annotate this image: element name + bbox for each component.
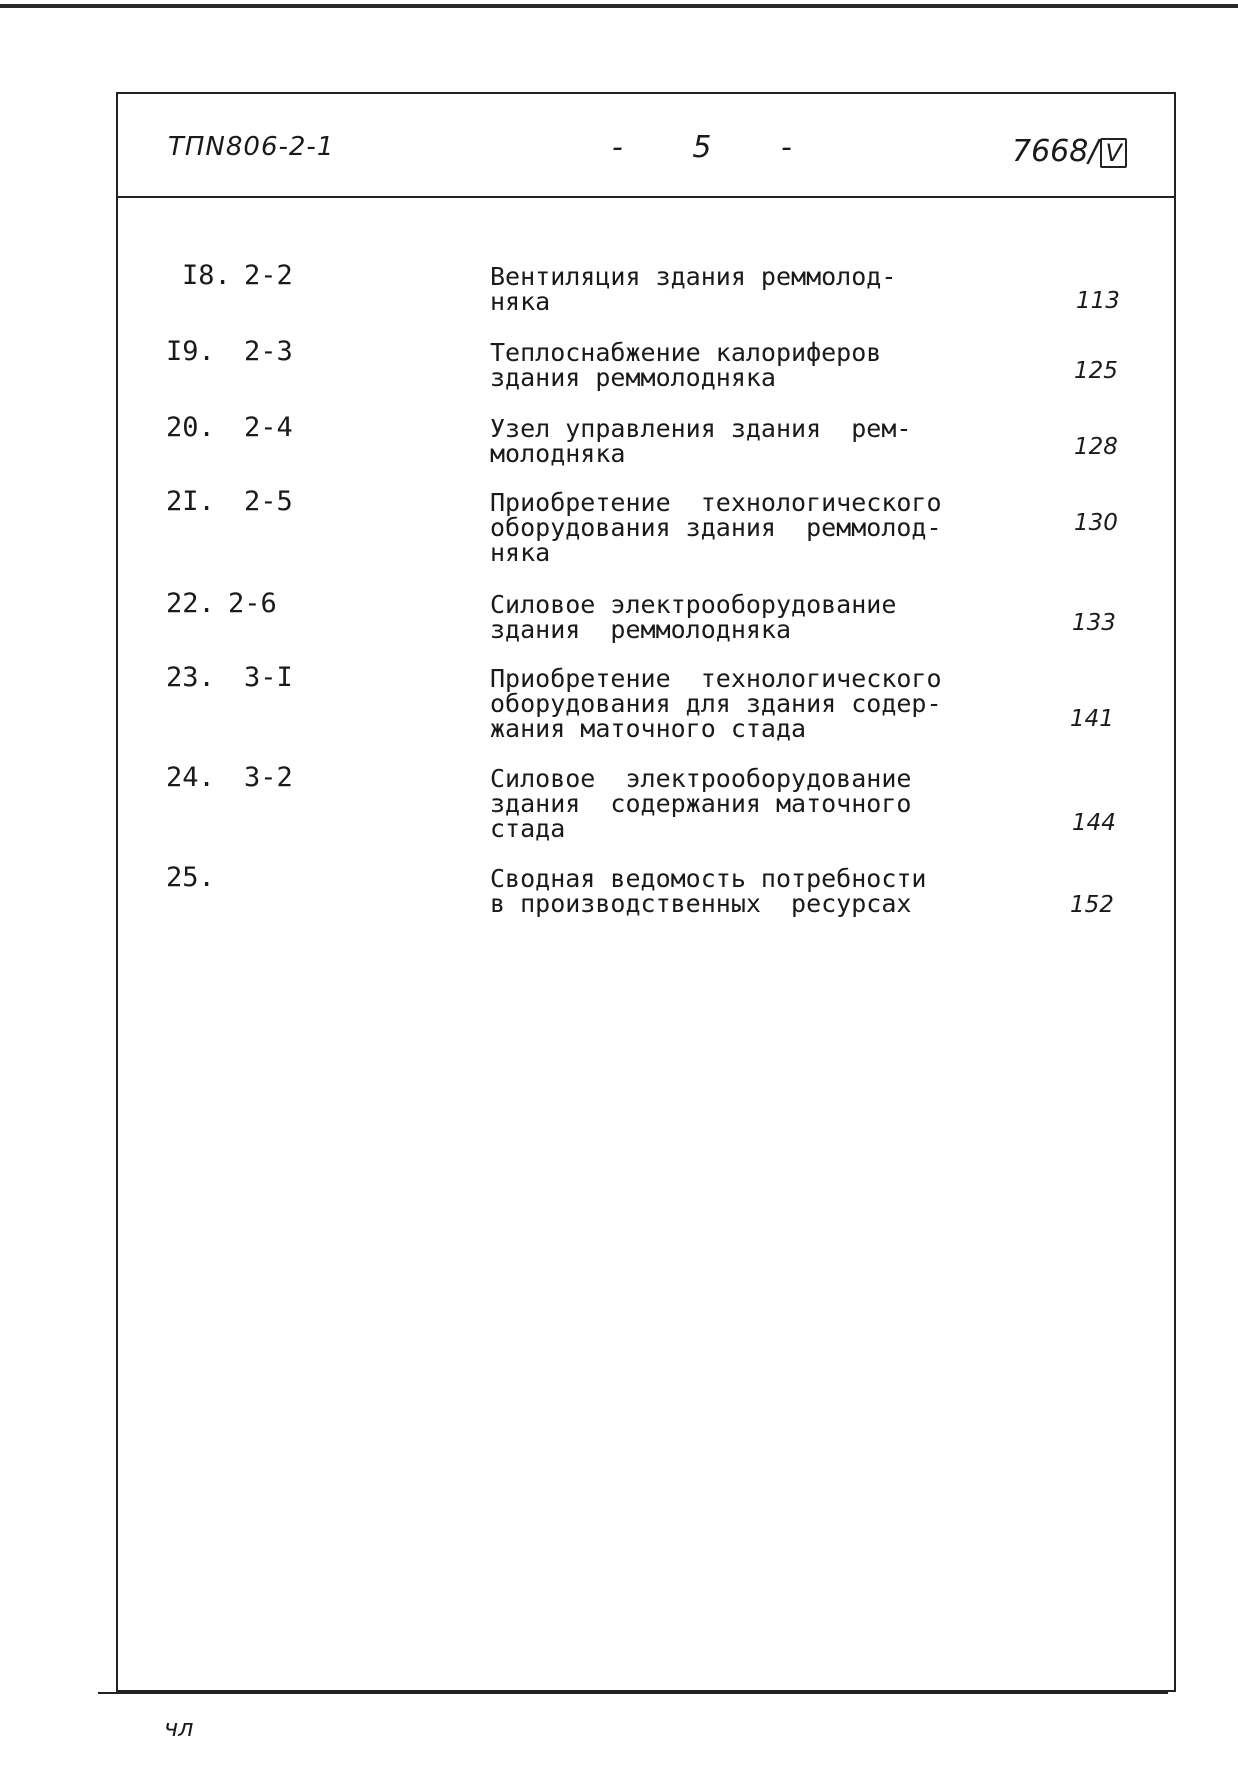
page-reference: 141 [1070,706,1114,732]
entry-description: Теплоснабжение калориферов здания реммолодняка [490,338,882,392]
entry-number: 25. [166,862,215,893]
entry-number: 22. [166,588,215,619]
page-reference: 152 [1070,892,1114,918]
document-number-boxed: V [1100,138,1126,168]
entry-description: Приобретение технологического оборудования для здания содер- жания маточного стада [490,664,942,743]
entry-number: 23. [166,662,215,693]
sheet-number: 2-6 [228,588,277,619]
sheet-number: 3-I [244,662,293,693]
entry-number: I9. [166,336,215,367]
entry-description: Силовое электрооборудование здания содержания маточного стада [490,764,912,843]
scan-top-edge [0,4,1238,8]
entry-number: 24. [166,762,215,793]
footer-note: чл [164,1714,194,1742]
sheet-number: 2-2 [244,260,293,291]
document-code: ТПN806-2-1 [168,132,335,162]
sheet-number: 2-3 [244,336,293,367]
page-reference: 128 [1074,434,1118,460]
page-marker: - 5 - [612,130,822,165]
entry-description: Приобретение технологического оборудования здания реммолод- няка [490,488,942,567]
entry-number: I8. [182,260,231,291]
page-reference: 125 [1074,358,1118,384]
bottom-divider [98,1692,1168,1694]
document-number-main: 7668/ [1012,134,1099,169]
entry-number: 2I. [166,486,215,517]
sheet-number: 3-2 [244,762,293,793]
page-reference: 144 [1072,810,1116,836]
entry-description: Узел управления здания рем- молодняка [490,414,912,468]
entry-description: Сводная ведомость потребности в производственных ресурсах [490,864,927,918]
page-reference: 130 [1074,510,1118,536]
entry-description: Силовое электрооборудование здания реммолодняка [490,590,897,644]
page-reference: 133 [1072,610,1116,636]
sheet-number: 2-4 [244,412,293,443]
page-reference: 113 [1076,288,1120,314]
document-number [1012,134,1127,169]
entry-description: Вентиляция здания реммолод- няка [490,262,897,316]
sheet-number: 2-5 [244,486,293,517]
entry-number: 20. [166,412,215,443]
header-divider [116,196,1176,198]
